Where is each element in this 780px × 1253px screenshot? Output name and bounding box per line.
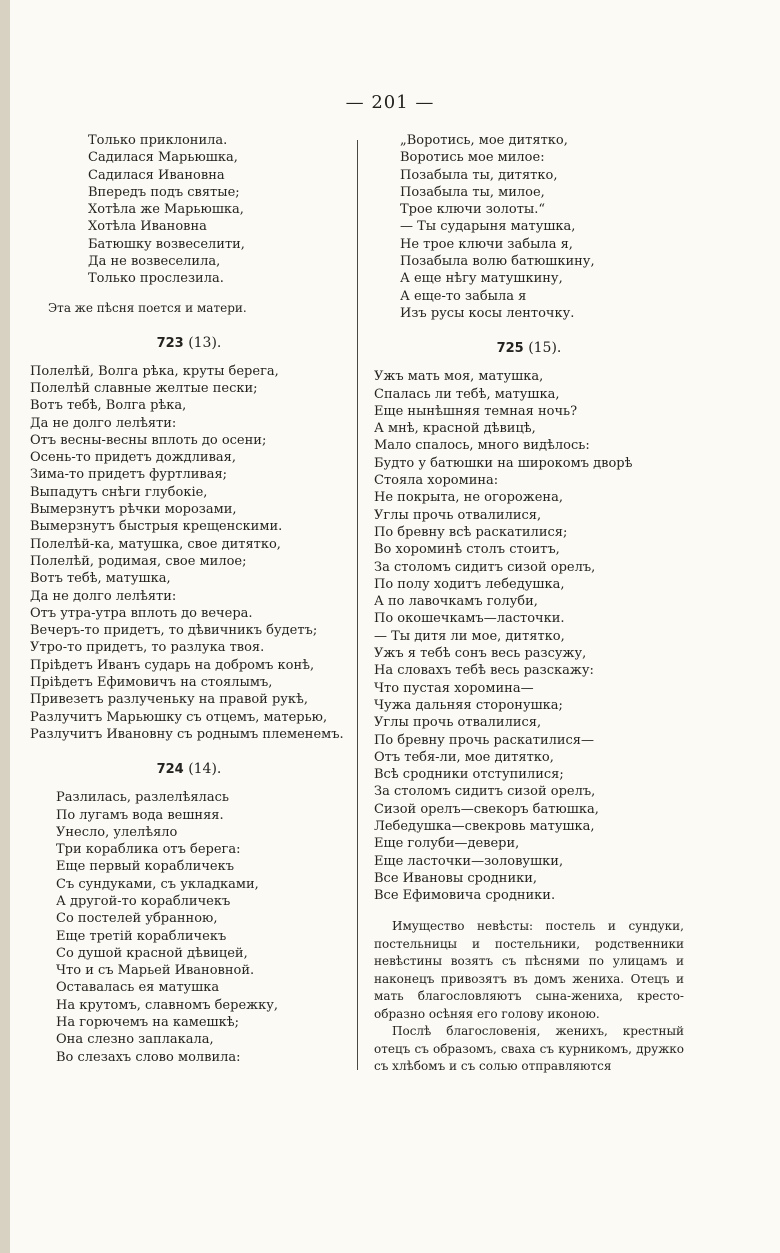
verse-line: Изъ русы косы ленточку. [400, 305, 575, 321]
page-edge [0, 0, 10, 1253]
verse-line: Лебедушка—свекровь матушка, [374, 818, 595, 834]
verse-line: Ужъ я тебѣ сонъ весь разсужу, [374, 646, 587, 662]
verse-line: За столомъ сидитъ сизой орелъ, [374, 784, 596, 800]
verse-line: Вымерзнутъ рѣчки морозами, [30, 502, 237, 518]
verse-line: Отъ весны-весны вплоть до осени; [30, 432, 267, 448]
verse-line: Да не долго лелѣяти: [30, 415, 177, 431]
song-number: 723 [156, 335, 184, 351]
verse-line: По лугамъ вода вешняя. [56, 807, 224, 823]
verse-line: Унесло, улелѣяло [56, 824, 178, 840]
verse-line: Еще голуби—девери, [374, 836, 520, 852]
verse-line: Еще первый корабличекъ [56, 859, 235, 875]
verse-line: „Воротись, мое дитятко, [400, 133, 568, 148]
song-subnumber: (15). [528, 340, 562, 357]
verse-line: Позабыла ты, дитятко, [400, 167, 558, 183]
verse-line: Ужъ мать моя, матушка, [374, 369, 544, 385]
page-number: — 201 — [345, 92, 435, 113]
song-number-724 [30, 761, 348, 777]
verse-line: Сизой орелъ—свекоръ батюшка, [374, 801, 599, 817]
verse-line: Во хороминѣ столъ стоитъ, [374, 542, 560, 558]
verse-line: А еще-то забыла я [400, 288, 527, 304]
verse-line: Еще нынѣшняя темная ночь? [374, 403, 578, 419]
verse-line: Зима-то придетъ фуртливая; [30, 467, 228, 483]
song-number: 724 [156, 762, 184, 778]
verse-line: Не покрыта, не огорожена, [374, 490, 563, 506]
verse-line: Полелѣй, родимая, свое милое; [30, 553, 247, 569]
verse-line: Три кораблика отъ берега: [56, 842, 241, 858]
verse-line: Что и съ Марьей Ивановной. [56, 963, 255, 979]
prose-paragraph: Послѣ благословенія, женихъ, крестный отецъ съ образомъ, сваха съ курникомъ, дружко съ хлѣбомъ и съ солью отправляются [374, 1024, 684, 1074]
verse-line: А по лавочкамъ голуби, [374, 594, 538, 610]
verse-line: Разлучитъ Марьюшку съ отцемъ, матерью, [30, 709, 328, 725]
verse-line: Углы прочь отвалилися, [374, 507, 542, 523]
left-column [30, 132, 348, 1066]
editorial-note: Эта же пѣсня поется и матери. [48, 300, 247, 315]
verse-line: А другой-то корабличекъ [56, 893, 231, 909]
verse-line: Пріѣдетъ Иванъ сударь на добромъ конѣ, [30, 657, 315, 673]
verse-line: По бревну всѣ раскатилися; [374, 524, 568, 540]
verse-line: Только приклонила. [88, 133, 228, 148]
verse-line: По полу ходитъ лебедушка, [374, 576, 565, 592]
verse-line: Еще ласточки—золовушки, [374, 853, 564, 869]
verse-line: Привезетъ разлученьку на правой рукѣ, [30, 692, 309, 708]
verse-line: Вотъ тебѣ, матушка, [30, 571, 171, 587]
verse-line: Батюшку возвеселити, [88, 236, 245, 252]
verse-line: Будто у батюшки на широкомъ дворѣ [374, 455, 633, 471]
verse-line: На горючемъ на камешкѣ; [56, 1015, 239, 1031]
verse-line: Она слезно заплакала, [56, 1032, 214, 1048]
verse-line: Отъ тебя-ли, мое дитятко, [374, 749, 554, 765]
song-subnumber: (13). [188, 334, 222, 351]
verse-continuation-right [374, 132, 684, 322]
song-number-723 [30, 335, 348, 351]
verse-line: Отъ утра-утра вплоть до вечера. [30, 605, 253, 621]
verse-line: Утро-то придетъ, то разлука твоя. [30, 640, 265, 656]
verse-line: Садилася Марьюшка, [88, 150, 238, 166]
song-725 [374, 368, 684, 904]
verse-line: Со постелей убранною, [56, 911, 218, 927]
verse-line: Полелѣй, Волга рѣка, круты берега, [30, 363, 279, 379]
verse-line: Все Ивановы сродники, [374, 870, 538, 886]
verse-line: Стояла хоромина: [374, 473, 499, 489]
song-724 [30, 789, 348, 1066]
verse-line: Пріѣдетъ Ефимовичъ на стоялымъ, [30, 675, 273, 691]
prose-paragraph: Имущество невѣсты: постель и сундуки, постельницы и постельники, родственники невѣстины возятъ съ пѣснями по улицамъ и наконецъ привозятъ въ домъ жениха. Отецъ и мать благословляютъ сына-жениха, кресто-образно осѣняя его голову иконою. [374, 919, 684, 1021]
verse-continuation-left [30, 132, 348, 288]
verse-line: Все Ефимовича сродники. [374, 888, 556, 904]
verse-line: — Ты дитя ли мое, дитятко, [374, 628, 565, 644]
verse-line: Спалась ли тебѣ, матушка, [374, 386, 560, 402]
verse-line: Да не долго лелѣяти: [30, 588, 177, 604]
song-723 [30, 363, 348, 744]
verse-line: Съ сундуками, съ укладками, [56, 876, 259, 892]
song-number-725 [374, 340, 684, 356]
verse-line: Со душой красной дѣвицей, [56, 945, 248, 961]
column-divider [357, 140, 358, 1070]
verse-line: Оставалась ея матушка [56, 980, 220, 996]
verse-line: А еще нѣгу матушкину, [400, 271, 563, 287]
verse-line: Садилася Ивановна [88, 167, 225, 183]
right-column [374, 132, 684, 1076]
verse-line: По окошечкамъ—ласточки. [374, 611, 565, 627]
verse-line: Мало спалось, много видѣлось: [374, 438, 590, 454]
verse-line: Хотѣла же Марьюшка, [88, 202, 244, 218]
verse-line: Углы прочь отвалилися, [374, 715, 542, 731]
verse-line: Всѣ сродники отступилися; [374, 767, 564, 783]
verse-line: Позабыла ты, милое, [400, 184, 545, 200]
verse-line: Вотъ тебѣ, Волга рѣка, [30, 398, 187, 414]
verse-line: Хотѣла Ивановна [88, 219, 207, 235]
verse-line: По бревну прочь раскатилися— [374, 732, 595, 748]
verse-line: Позабыла волю батюшкину, [400, 254, 595, 270]
verse-line: За столомъ сидитъ сизой орелъ, [374, 559, 596, 575]
verse-line: Трое ключи золоты.“ [400, 202, 546, 218]
verse-line: Только прослезила. [88, 271, 224, 287]
verse-line: Чужа дальняя сторонушка; [374, 697, 563, 713]
verse-line: Во слезахъ слово молвила: [56, 1049, 241, 1065]
verse-line: Не трое ключи забыла я, [400, 236, 573, 252]
verse-line: Полелѣй славные желтые пески; [30, 380, 258, 396]
verse-line: Осень-то придетъ дождливая, [30, 450, 236, 466]
verse-line: Что пустая хоромина— [374, 680, 534, 696]
verse-line: Разлучитъ Ивановну съ роднымъ племенемъ. [30, 726, 344, 742]
verse-line: Вымерзнутъ быстрыя крещенскими. [30, 519, 283, 535]
verse-line: Разлилась, разлелѣялась [56, 790, 229, 806]
verse-line: Полелѣй-ка, матушка, свое дитятко, [30, 536, 281, 552]
verse-line: На словахъ тебѣ весь разскажу: [374, 663, 594, 679]
verse-line: Впередъ подъ святые; [88, 184, 240, 200]
verse-line: На крутомъ, славномъ бережку, [56, 997, 278, 1013]
verse-line: Выпадутъ снѣги глубокіе, [30, 484, 208, 500]
song-number: 725 [496, 341, 524, 357]
song-subnumber: (14). [188, 761, 222, 778]
verse-line: Еще третій корабличекъ [56, 928, 227, 944]
verse-line: Воротись мое милое: [400, 150, 545, 166]
verse-line: Вечеръ-то придетъ, то дѣвичникъ будетъ; [30, 623, 318, 639]
verse-line: — Ты сударыня матушка, [400, 219, 576, 235]
verse-line: Да не возвеселила, [88, 254, 221, 270]
verse-line: А мнѣ, красной дѣвицѣ, [374, 421, 536, 437]
